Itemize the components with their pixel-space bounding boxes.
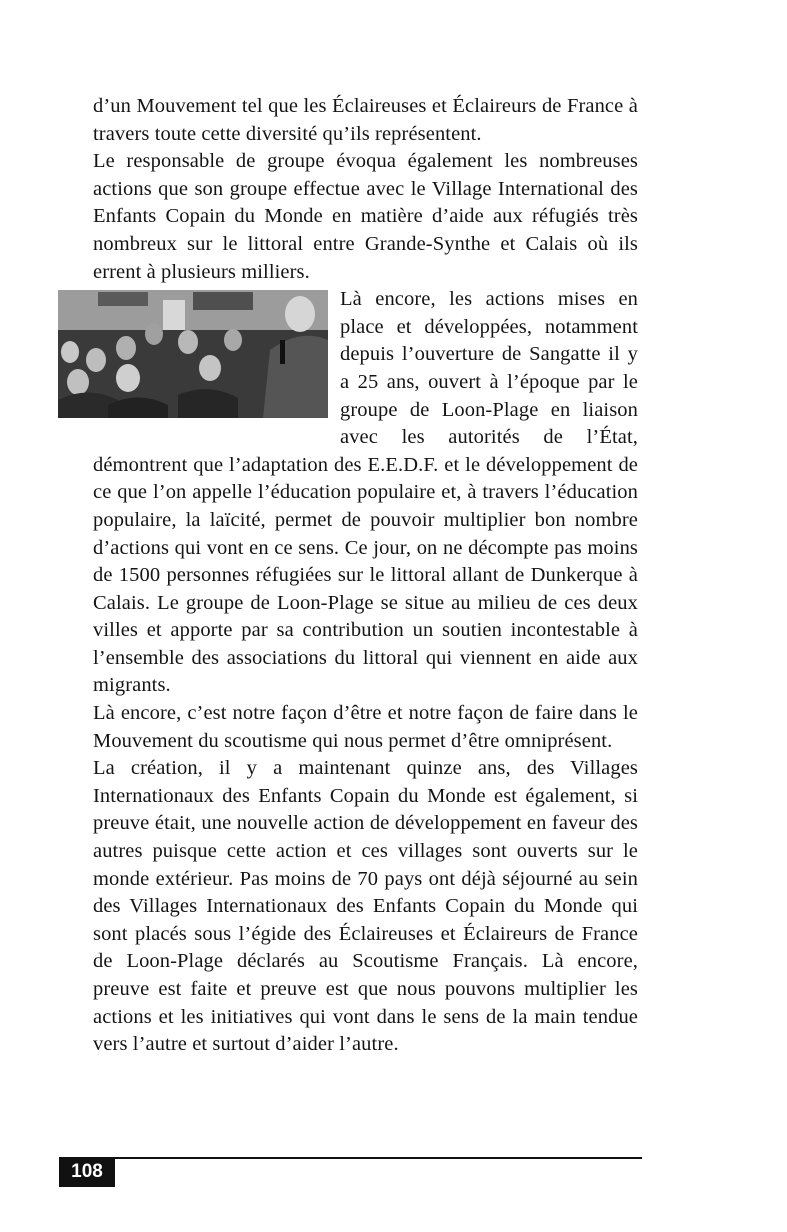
paragraph-1: d’un Mouvement tel que les Éclaireuses et Éclaireurs de France à travers toute cette diversité qu’ils représentent.: [93, 95, 638, 145]
paragraph-5: La création, il y a maintenant quinze ans, des Villages Internationaux des Enfants Copain du Monde est également, si preuve était, une nouvelle action de développement en faveur des autres puisque cette action et ces villages sont ouverts sur le monde extérieur. Pas moins de 70 pays ont déjà séjourné au sein des Villages Internationaux des Enfants Copain du Monde qui sont placés sous l’égide des Éclaireuses et Éclaireurs de France de Loon-Plage déclarés au Scoutisme Français. Là encore, preuve est faite et preuve est que nous pouvons multiplier les actions et les initiatives qui vont dans le sens de la main tendue vers l’autre et surtout d’aider l’autre.: [93, 757, 638, 1056]
meeting-photo: [58, 290, 328, 418]
meeting-photo-illustration: [58, 290, 328, 418]
paragraph-2: Le responsable de groupe évoqua également les nombreuses actions que son groupe effectue avec le Village International des Enfants Copain du Monde en matière d’aide aux réfugiés très nombreux sur le littoral entre Grande-Synthe et Calais où ils errent à plusieurs milliers.: [93, 150, 638, 283]
body-text: [93, 93, 638, 1059]
footer-rule: [59, 1157, 642, 1159]
paragraph-3: Là encore, les actions mises en place et développées, notamment depuis l’ouverture de Sangatte il y a 25 ans, ouvert à l’époque par le groupe de Loon-Plage en liaison avec les autorités de l’État, démontrent que l’adaptation des E.E.D.F. et le développement de ce que l’on appelle l’éducation populaire et, à travers l’éducation populaire, la laïcité, permet de pouvoir multiplier bon nombre d’actions qui vont en ce sens. Ce jour, on ne décompte pas moins de 1500 personnes réfugiées sur le littoral allant de Dunkerque à Calais. Le groupe de Loon-Plage se situe au milieu de ces deux villes et apporte par sa contribution un soutien incontestable à l’ensemble des associations du littoral qui viennent en aide aux migrants.: [93, 288, 638, 697]
page-number: 108: [59, 1157, 115, 1187]
paragraph-4: Là encore, c’est notre façon d’être et notre façon de faire dans le Mouvement du scoutisme qui nous permet d’être omniprésent.: [93, 702, 638, 752]
